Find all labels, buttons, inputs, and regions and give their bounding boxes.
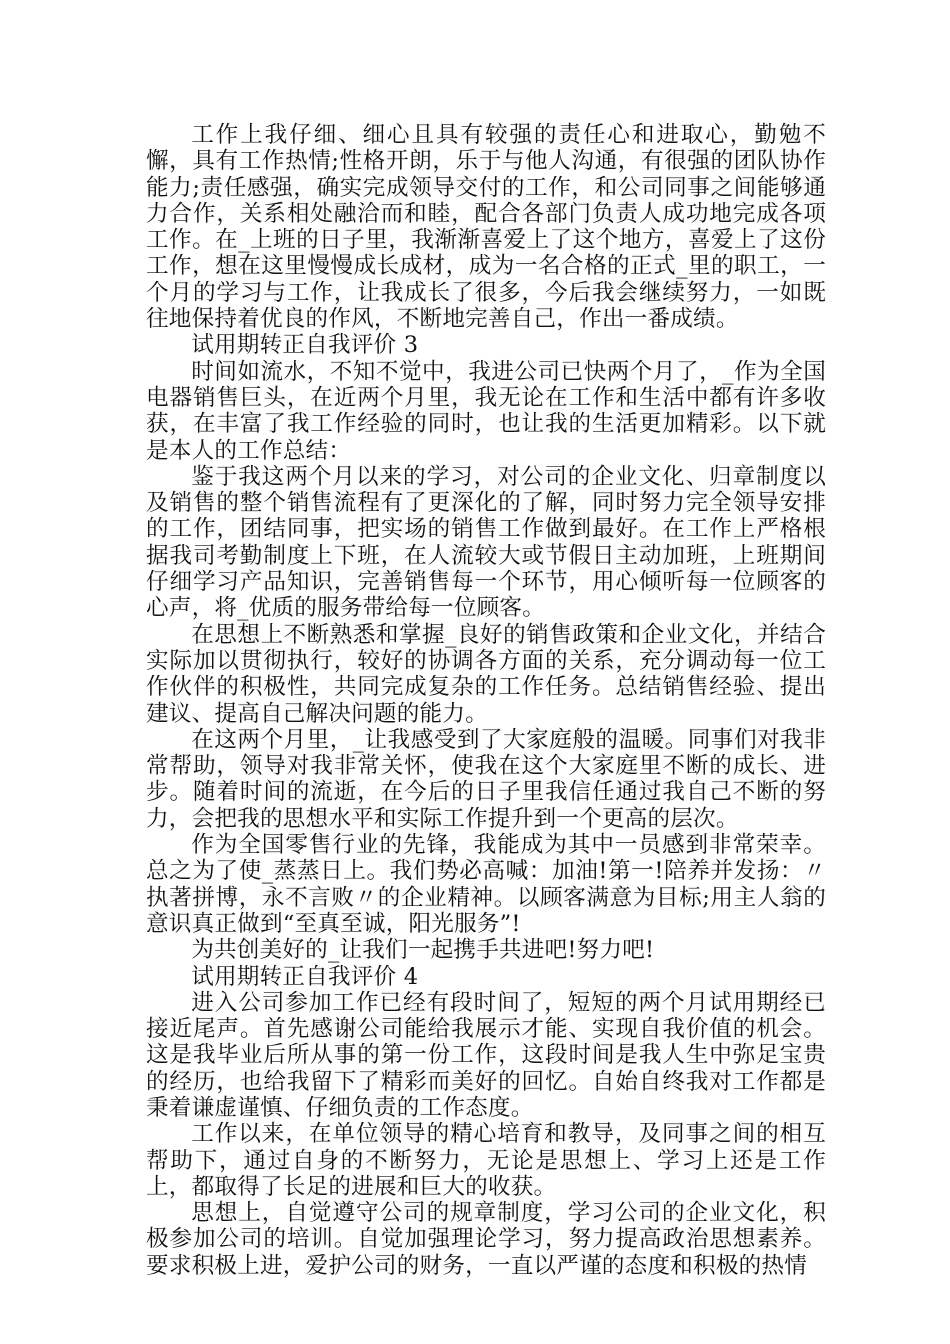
document-page bbox=[146, 122, 826, 1279]
section-heading-3: 试用期转正自我评价 3 bbox=[191, 332, 419, 359]
section-heading-4: 试用期转正自我评价 4 bbox=[191, 963, 419, 990]
paragraph-3-3: 在思想上不断熟悉和掌握_良好的销售政策和企业文化，并结合实际加以贯彻执行，较好的协调各方面的关系，充分调动每一位工作伙伴的积极性，共同完成复杂的工作任务。总结销售经验、提出建议、提高自己解决问题的能力。 bbox=[146, 621, 826, 727]
paragraph-intro: 工作上我仔细、细心且具有较强的责任心和进取心，勤勉不懈，具有工作热情;性格开朗，乐于与他人沟通，有很强的团队协作能力;责任感强，确实完成领导交付的工作，和公司同事之间能够通力合作，关系相处融洽而和睦，配合各部门负责人成功地完成各项工作。在_上班的日子里，我渐渐喜爱上了这个地方，喜爱上了这份工作，想在这里慢慢成长成材，成为一名合格的正式_里的职工，一个月的学习与工作，让我成长了很多，今后我会继续努力，一如既往地保持着优良的作风，不断地完善自己，作出一番成绩。 bbox=[146, 122, 826, 333]
paragraph-3-5: 作为全国零售行业的先锋，我能成为其中一员感到非常荣幸。总之为了使_蒸蒸日上。我们势必高喊：加油!第一!陪养并发扬：〃执著拼博，永不言败〃的企业精神。以顾客满意为目标;用主人翁的意识真正做到“至真至诚，阳光服务”! bbox=[146, 832, 826, 937]
paragraph-3-1: 时间如流水，不知不觉中，我进公司已快两个月了，_作为全国电器销售巨头，在近两个月里，我无论在工作和生活中都有许多收获，在丰富了我工作经验的同时，也让我的生活更加精彩。以下就是本人的工作总结： bbox=[146, 358, 826, 464]
paragraph-4-3: 思想上，自觉遵守公司的规章制度，学习公司的企业文化，积极参加公司的培训。自觉加强理论学习，努力提高政治思想素养。要求积极上进，爱护公司的财务，一直以严谨的态度和积极的热情 bbox=[146, 1200, 826, 1279]
paragraph-3-4: 在这两个月里，_让我感受到了大家庭般的温暖。同事们对我非常帮助，领导对我非常关怀，使我在这个大家庭里不断的成长、进步。随着时间的流逝，在今后的日子里我信任通过我自己不断的努力，会把我的思想水平和实际工作提升到一个更高的层次。 bbox=[146, 726, 826, 832]
paragraph-3-6: 为共创美好的_让我们一起携手共进吧!努力吧! bbox=[191, 937, 655, 964]
paragraph-3-2: 鉴于我这两个月以来的学习，对公司的企业文化、归章制度以及销售的整个销售流程有了更深化的了解，同时努力完全领导安排的工作，团结同事，把实场的销售工作做到最好。在工作上严格根据我司考勤制度上下班，在人流较大或节假日主动加班，上班期间仔细学习产品知识，完善销售每一个环节，用心倾听每一位顾客的心声，将_优质的服务带给每一位顾客。 bbox=[146, 463, 826, 622]
paragraph-4-2: 工作以来，在单位领导的精心培育和教导，及同事之间的相互帮助下，通过自身的不断努力，无论是思想上、学习上还是工作上，都取得了长足的进展和巨大的收获。 bbox=[146, 1121, 826, 1200]
paragraph-4-1: 进入公司参加工作已经有段时间了，短短的两个月试用期经已接近尾声。首先感谢公司能给我展示才能、实现自我价值的机会。这是我毕业后所从事的第一份工作，这段时间是我人生中弥足宝贵的经历，也给我留下了精彩而美好的回忆。自始自终我对工作都是秉着谦虚谨慎、仔细负责的工作态度。 bbox=[146, 989, 826, 1121]
